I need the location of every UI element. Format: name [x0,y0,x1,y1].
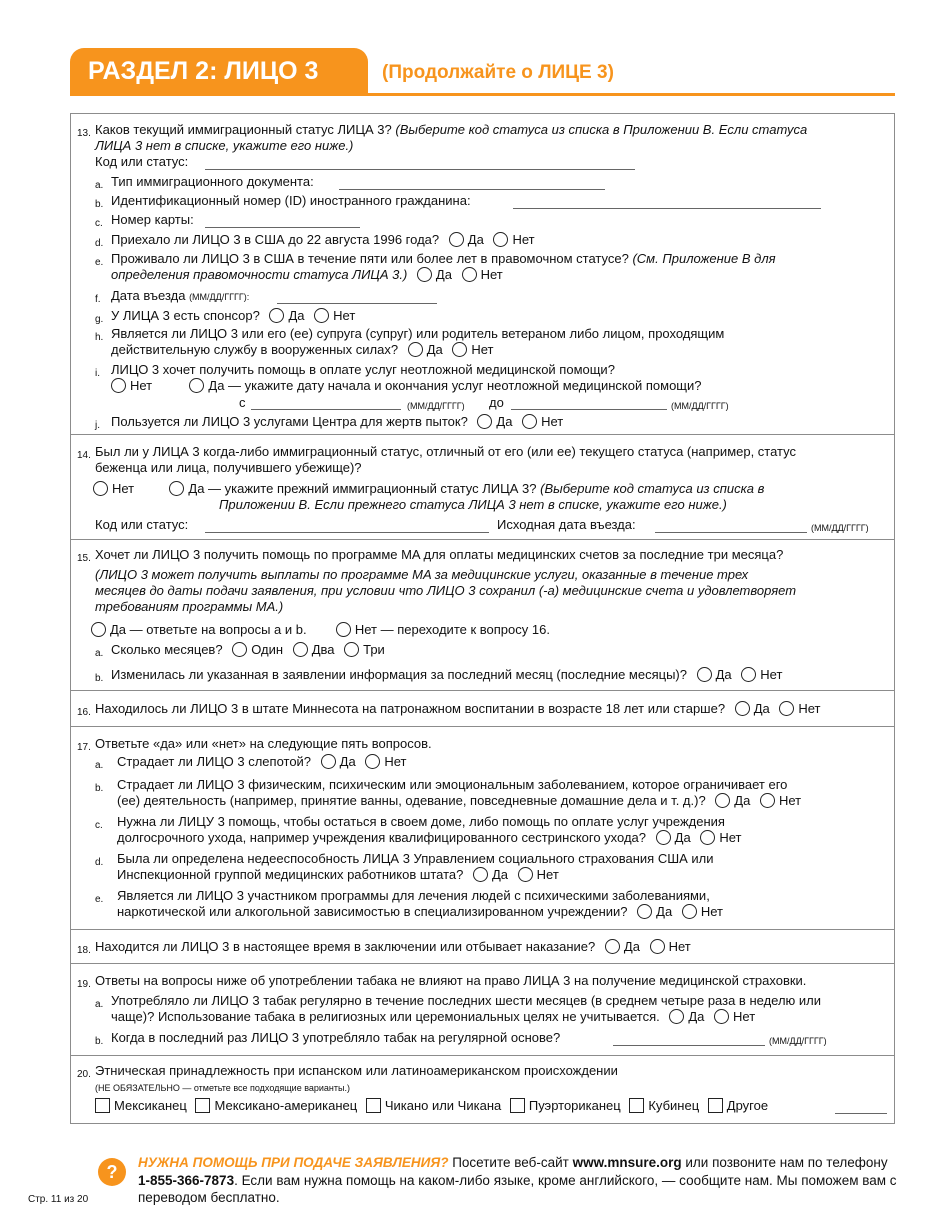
document-type-label: Тип иммиграционного документа: [111,174,314,189]
no-radio[interactable] [462,267,477,282]
website-link[interactable]: www.mnsure.org [572,1155,682,1170]
question-15-note-2: месяцев до даты подачи заявления, при условии что ЛИЦО 3 сохранил (-а) медицинские счета и удовлетворяет [95,583,797,598]
svg-text:?: ? [106,1162,118,1182]
emergency-end-date-field[interactable] [511,409,667,410]
question-13h: Является ли ЛИЦО 3 или его (ее) супруга (супруг) или родитель ветераном либо лицом, проходящим [111,326,725,341]
question-20-note: (НЕ ОБЯЗАТЕЛЬНО — отметьте все подходящие варианты.) [95,1083,350,1093]
question-17b-cont: (ее) деятельность (например, принятие ванны, одевание, повседневные домашние дела и т. д.)? Да Нет [117,793,802,808]
question-13h-cont: действительную службу в вооруженных силах? Да Нет [111,342,494,357]
question-16-text: Находилось ли ЛИЦО 3 в штате Миннесота на патронажном воспитании в возрасте 18 лет или старше? Да Нет [95,701,821,716]
ethnicity-checkbox[interactable] [510,1098,525,1113]
question-13i: ЛИЦО 3 хочет получить помощь в оплате услуг неотложной медицинской помощи? [111,362,615,377]
yes-radio[interactable] [735,701,750,716]
question-15-note: (ЛИЦО 3 может получить выплаты по программе MA за медицинские услуги, оказанные в течение трех [95,567,749,582]
yes-radio[interactable] [637,904,652,919]
yes-radio[interactable] [169,481,184,496]
question-13-note: ЛИЦА 3 нет в списке, укажите его ниже.) [95,138,354,153]
emergency-to-label: до [489,395,504,410]
no-radio[interactable] [111,378,126,393]
one-month-radio[interactable] [232,642,247,657]
question-18-box: 18. Находится ли ЛИЦО 3 в настоящее время в заключении или отбывает наказание? Да Нет [70,929,895,964]
yes-radio[interactable] [321,754,336,769]
no-radio[interactable] [760,793,775,808]
ethnicity-checkbox[interactable] [95,1098,110,1113]
yes-radio[interactable] [408,342,423,357]
date-format-hint: (ММ/ДД/ГГГГ) [671,401,729,411]
question-17b: Страдает ли ЛИЦО 3 физическим, психическим или эмоциональным заболеванием, которое ограничивает его [117,777,788,792]
status-code-label: Код или статус: [95,154,189,169]
no-radio[interactable] [779,701,794,716]
question-17c-cont: долгосрочного ухода, например учреждения квалифицированного сестринского ухода? Да Нет [117,830,742,845]
question-13g: У ЛИЦА 3 есть спонсор? Да Нет [111,308,356,323]
question-13d: Приехало ли ЛИЦО 3 в США до 22 августа 1996 года? Да Нет [111,232,535,247]
question-19a: Употребляло ли ЛИЦО 3 табак регулярно в течение последних шести месяцев (в среднем четыре раза в неделю или [111,993,822,1008]
emergency-from-label: с [239,395,246,410]
yes-radio[interactable] [417,267,432,282]
question-17e: Является ли ЛИЦО 3 участником программы для лечения людей с психическими заболеваниями, [117,888,710,903]
yes-radio[interactable] [605,939,620,954]
prior-status-field[interactable] [205,532,489,533]
no-radio[interactable] [682,904,697,919]
question-20-text: Этническая принадлежность при испанском или латиноамериканском происхождении [95,1063,618,1078]
ethnicity-checkbox[interactable] [708,1098,723,1113]
question-13e-cont: определения правомочности статуса ЛИЦА 3.) Да Нет [111,267,503,282]
ethnicity-options: Мексиканец Мексикано-американец Чикано или Чикана Пуэрториканец Кубинец Другое [95,1098,768,1114]
question-15-box: 15. Хочет ли ЛИЦО 3 получить помощь по программе MA для оплаты медицинских счетов за последние три месяца? (ЛИЦО 3 может получить выплаты по программе MA за медицинские услуги, оказанные в течение трех месяцев до даты подачи заявления, при условии что ЛИЦО 3 сохранил (-а) медицинские счета и удовлетворяет требованиям программы MA.) Да — ответьте на вопросы a и b. Нет — переходите к вопросу 16. a. Сколько месяцев? Один Два Три b. Изменилась ли указанная в заявлении информация за последний месяц (последние месяцы)? Да Нет [70,539,895,691]
question-18-text: Находится ли ЛИЦО 3 в настоящее время в заключении или отбывает наказание? Да Нет [95,939,691,954]
ethnicity-checkbox[interactable] [195,1098,210,1113]
section-continue-label: (Продолжайте о ЛИЦЕ 3) [382,62,614,83]
date-format-hint: (ММ/ДД/ГГГГ) [769,1036,827,1046]
prior-status-label: Код или статус: [95,517,189,532]
question-17d: Была ли определена недееспособность ЛИЦА 3 Управлением социального страхования США или [117,851,714,866]
question-19a-cont: чаще)? Использование табака в религиозных или церемониальных целях не учитывается. Да Нет [111,1009,756,1024]
question-17-text: Ответьте «да» или «нет» на следующие пять вопросов. [95,736,432,751]
entry-date-label: Дата въезда (ММ/ДД/ГГГГ): [111,288,250,303]
ethnicity-checkbox[interactable] [366,1098,381,1113]
two-months-radio[interactable] [293,642,308,657]
question-20-box: 20. Этническая принадлежность при испанском или латиноамериканском происхождении (НЕ ОБЯЗАТЕЛЬНО — отметьте все подходящие варианты.) Мексиканец Мексикано-американец Чикано или Чикана Пуэрториканец Кубинец Другое [70,1055,895,1124]
no-radio[interactable] [650,939,665,954]
no-radio[interactable] [714,1009,729,1024]
no-radio[interactable] [518,867,533,882]
status-code-field[interactable] [205,169,635,170]
question-13e: Проживало ли ЛИЦО 3 в США в течение пяти или более лет в правомочном статусе? (См. Приложение В для [111,251,776,266]
question-13i-options: Нет Да — укажите дату начала и окончания услуг неотложной медицинской помощи? [105,378,701,394]
alien-id-field[interactable] [513,208,821,209]
emergency-start-date-field[interactable] [251,409,401,410]
no-radio[interactable] [741,667,756,682]
question-number: 13. [77,128,91,139]
yes-radio[interactable] [189,378,204,393]
question-13j: Пользуется ли ЛИЦО 3 услугами Центра для жертв пыток? Да Нет [111,414,564,429]
question-17e-cont: наркотической или алкогольной зависимостью в специализированном учреждении? Да Нет [117,904,723,919]
question-14-text-cont: беженца или лица, получившего убежище)? [95,460,362,475]
no-radio[interactable] [365,754,380,769]
entry-date-field[interactable] [277,303,437,304]
yes-radio[interactable] [449,232,464,247]
page-number: Стр. 11 из 20 [28,1194,89,1205]
date-format-hint: (ММ/ДД/ГГГГ) [811,523,869,533]
question-17c: Нужна ли ЛИЦУ 3 помощь, чтобы остаться в своем доме, либо помощь по оплате услуг учреждения [117,814,725,829]
question-19-text: Ответы на вопросы ниже об употреблении табака не влияют на право ЛИЦА 3 на получение медицинской страховки. [95,973,807,988]
question-15-options: Да — ответьте на вопросы a и b. Нет — переходите к вопросу 16. [85,622,550,638]
question-15-text: Хочет ли ЛИЦО 3 получить помощь по программе MA для оплаты медицинских счетов за последние три месяца? [95,547,784,562]
original-entry-label: Исходная дата въезда: [497,517,636,532]
question-16-box: 16. Находилось ли ЛИЦО 3 в штате Миннесота на патронажном воспитании в возрасте 18 лет или старше? Да Нет [70,690,895,727]
yes-radio[interactable] [91,622,106,637]
question-17d-cont: Инспекционной группой медицинских работников штата? Да Нет [117,867,559,882]
yes-radio[interactable] [656,830,671,845]
three-months-radio[interactable] [344,642,359,657]
document-type-field[interactable] [339,189,605,190]
question-13-text: Каков текущий иммиграционный статус ЛИЦА 3? (Выберите код статуса из списка в Приложении В. Если статуса [95,122,808,137]
no-radio[interactable] [452,342,467,357]
no-radio[interactable] [314,308,329,323]
yes-radio[interactable] [669,1009,684,1024]
last-tobacco-date-field[interactable] [613,1045,765,1046]
question-15-note-3: требованиям программы MA.) [95,599,284,614]
no-radio[interactable] [700,830,715,845]
question-17a: Страдает ли ЛИЦО 3 слепотой? Да Нет [117,754,407,769]
question-14-box: 14. Был ли у ЛИЦА 3 когда-либо иммиграционный статус, отличный от его (или ее) текущего статуса (например, статус беженца или лица, получившего убежище)? Нет Да — укажите прежний иммиграционный статус ЛИЦА 3? (Выберите код статуса из списка в Приложении В. Если прежнего статуса ЛИЦА 3 нет в списке, укажите его ниже.) Код или статус: Исходная дата въезда: (ММ/ДД/ГГГГ) [70,434,895,540]
yes-radio[interactable] [697,667,712,682]
question-19b: Когда в последний раз ЛИЦО 3 употребляло табак на регулярной основе? [111,1030,561,1045]
no-radio[interactable] [93,481,108,496]
yes-radio[interactable] [477,414,492,429]
question-19-box: 19. Ответы на вопросы ниже об употреблении табака не влияют на право ЛИЦА 3 на получение медицинской страховки. a. Употребляло ли ЛИЦО 3 табак регулярно в течение последних шести месяцев (в среднем четыре раза в неделю или чаще)? Использование табака в религиозных или церемониальных целях не учитывается. Да Нет b. Когда в последний раз ЛИЦО 3 употребляло табак на регулярной основе? (ММ/ДД/ГГГГ) [70,963,895,1056]
card-number-label: Номер карты: [111,212,194,227]
help-icon [98,1158,126,1186]
question-17-box: 17. Ответьте «да» или «нет» на следующие пять вопросов. a. Страдает ли ЛИЦО 3 слепотой? Да Нет b. Страдает ли ЛИЦО 3 физическим, психическим или эмоциональным заболеванием, которое ограничивает его (ее) деятельность (например, принятие ванны, одевание, повседневные домашние дела и т. д.)? Да Нет c. Нужна ли ЛИЦУ 3 помощь, чтобы остаться в своем доме, либо помощь по оплате услуг учреждения долгосрочного ухода, например учреждения квалифицированного сестринского ухода? Да Нет d. Была ли определена недееспособность ЛИЦА 3 Управлением социального страхования США или Инспекционной группой медицинских работников штата? Да Нет e. Является ли ЛИЦО 3 участником программы для лечения людей с психическими заболеваниями, наркотической или алкогольной зависимостью в специализированном учреждении? Да Нет [70,726,895,930]
no-radio[interactable] [493,232,508,247]
question-15b: Изменилась ли указанная в заявлении информация за последний месяц (последние месяцы)? Да Нет [111,667,783,682]
yes-radio[interactable] [269,308,284,323]
help-text: НУЖНА ПОМОЩЬ ПРИ ПОДАЧЕ ЗАЯВЛЕНИЯ? Посетите веб-сайт www.mnsure.org или позвоните нам по телефону 1-855-366-7873. Если вам нужна помощь на каком-либо языке, кроме английского, — сообщите нам. Мы поможем вам с переводом бесплатно. [138,1155,897,1205]
no-radio[interactable] [336,622,351,637]
yes-radio[interactable] [473,867,488,882]
other-ethnicity-field[interactable] [835,1113,887,1114]
question-14-options: Нет Да — укажите прежний иммиграционный статус ЛИЦА 3? (Выберите код статуса из списка в [87,481,764,497]
date-format-hint: (ММ/ДД/ГГГГ) [407,401,465,411]
question-15a: Сколько месяцев? Один Два Три [111,642,385,657]
header-rule [70,93,895,96]
original-entry-date-field[interactable] [655,532,807,533]
alien-id-label: Идентификационный номер (ID) иностранного гражданина: [111,193,471,208]
no-radio[interactable] [522,414,537,429]
yes-radio[interactable] [715,793,730,808]
question-14-text: Был ли у ЛИЦА 3 когда-либо иммиграционный статус, отличный от его (или ее) текущего статуса (например, статус [95,444,797,459]
phone-number[interactable]: 1-855-366-7873 [138,1172,235,1188]
section-title: РАЗДЕЛ 2: ЛИЦО 3 [70,48,368,95]
ethnicity-checkbox[interactable] [629,1098,644,1113]
question-14-note: Приложении В. Если прежнего статуса ЛИЦА 3 нет в списке, укажите его ниже.) [219,497,727,512]
question-13-box: 13. Каков текущий иммиграционный статус ЛИЦА 3? (Выберите код статуса из списка в Приложении В. Если статуса ЛИЦА 3 нет в списке, укажите его ниже.) Код или статус: a. Тип иммиграционного документа: b. Идентификационный номер (ID) иностранного гражданина: c. Номер карты: d. Приехало ли ЛИЦО 3 в США до 22 августа 1996 года? Да Нет e. Проживало ли ЛИЦО 3 в США в течение пяти или более лет в правомочном статусе? (См. Приложение В для определения правомочности статуса ЛИЦА 3.) Да Нет f. Дата въезда (ММ/ДД/ГГГГ): g. У ЛИЦА 3 есть спонсор? Да Нет h. Является ли ЛИЦО 3 или его (ее) супруга (супруг) или родитель ветераном либо лицом, проходящим действительную службу в вооруженных силах? Да Нет i. ЛИЦО 3 хочет получить помощь в оплате услуг неотложной медицинской помощи? Нет Да — укажите дату начала и окончания услуг неотложной медицинской помощи? с (ММ/ДД/ГГГГ) до (ММ/ДД/ГГГГ) j. Пользуется ли ЛИЦО 3 услугами Центра для жертв пыток? Да Нет [70,113,895,435]
card-number-field[interactable] [205,227,360,228]
